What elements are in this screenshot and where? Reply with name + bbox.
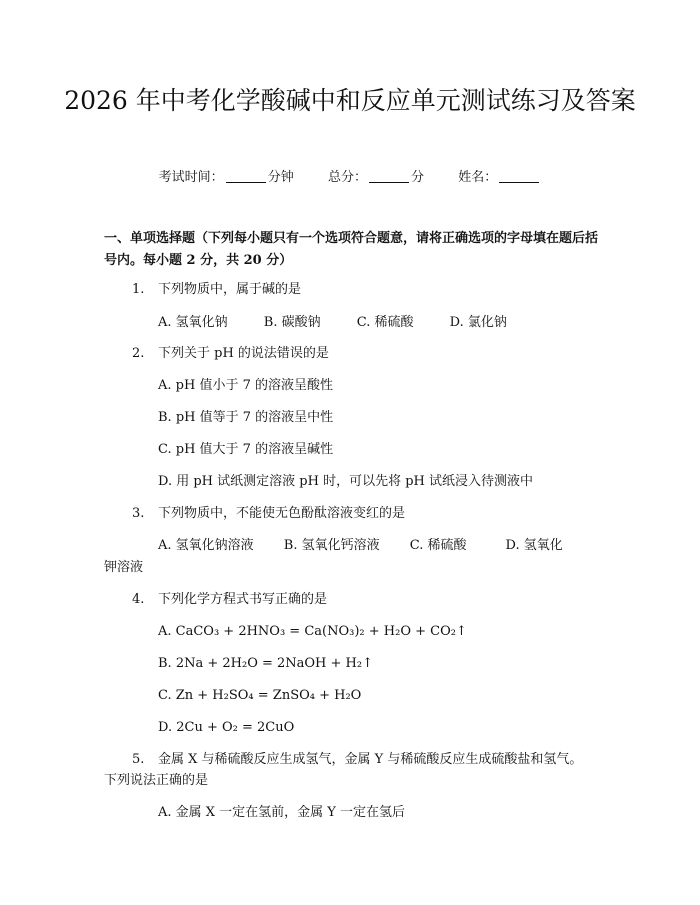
time-blank — [226, 170, 266, 183]
time-unit: 分钟 — [267, 170, 294, 185]
option-c: C. 稀硫酸 — [356, 315, 414, 330]
option-a: A. 氢氧化钠 — [158, 315, 228, 330]
options-row — [158, 313, 507, 333]
score-label: 总分： — [327, 170, 367, 185]
time-label: 考试时间： — [158, 170, 224, 185]
question-number: 5. — [132, 752, 145, 767]
option-d: D. 氯化钠 — [449, 315, 507, 330]
question-stem-continued: 下列说法正确的是 — [104, 773, 209, 788]
exam-info-line — [0, 168, 700, 188]
question-number: 2. — [132, 346, 145, 361]
option-c: C. pH 值大于 7 的溶液呈碱性 — [158, 442, 334, 457]
score-blank — [369, 170, 409, 183]
question-stem: 下列化学方程式书写正确的是 — [158, 592, 328, 607]
document-title: 2026 年中考化学酸碱中和反应单元测试练习及答案 — [64, 86, 636, 115]
option-a: A. CaCO₃ + 2HNO₃ = Ca(NO₃)₂ + H₂O + CO₂↑ — [158, 624, 467, 639]
options-line-continued: 钾溶液 — [104, 560, 144, 575]
question-stem: 金属 X 与稀硫酸反应生成氢气，金属 Y 与稀硫酸反应生成硫酸盐和氢气。 — [158, 752, 583, 767]
option-c: C. Zn + H₂SO₄ = ZnSO₄ + H₂O — [158, 688, 362, 703]
option-b: B. 2Na + 2H₂O = 2NaOH + H₂↑ — [158, 656, 373, 671]
option-a: A. pH 值小于 7 的溶液呈酸性 — [158, 378, 333, 393]
question-stem: 下列物质中，属于碱的是 — [158, 282, 302, 297]
option-b: B. pH 值等于 7 的溶液呈中性 — [158, 410, 334, 425]
section-heading: 一、单项选择题（下列每小题只有一个选项符合题意，请将正确选项的字母填在题后括号内。每小题 2 分，共 20 分） — [104, 231, 599, 268]
question-stem: 下列物质中，不能使无色酚酞溶液变红的是 — [158, 506, 406, 521]
question-stem: 下列关于 pH 的说法错误的是 — [158, 346, 329, 361]
question-number: 4. — [132, 592, 145, 607]
option-d: D. 用 pH 试纸测定溶液 pH 时，可以先将 pH 试纸浸入待测液中 — [158, 474, 533, 489]
name-blank — [499, 170, 539, 183]
option-d: D. 2Cu + O₂ = 2CuO — [158, 720, 295, 735]
score-unit: 分 — [411, 170, 425, 185]
question-number: 1. — [132, 282, 145, 297]
question-number: 3. — [132, 506, 145, 521]
name-label: 姓名： — [458, 170, 498, 185]
option-a: A. 金属 X 一定在氢前，金属 Y 一定在氢后 — [158, 805, 406, 820]
options-line: A. 氢氧化钠溶液 B. 氢氧化钙溶液 C. 稀硫酸 D. 氢氧化 — [158, 538, 563, 553]
option-b: B. 碳酸钠 — [263, 315, 321, 330]
